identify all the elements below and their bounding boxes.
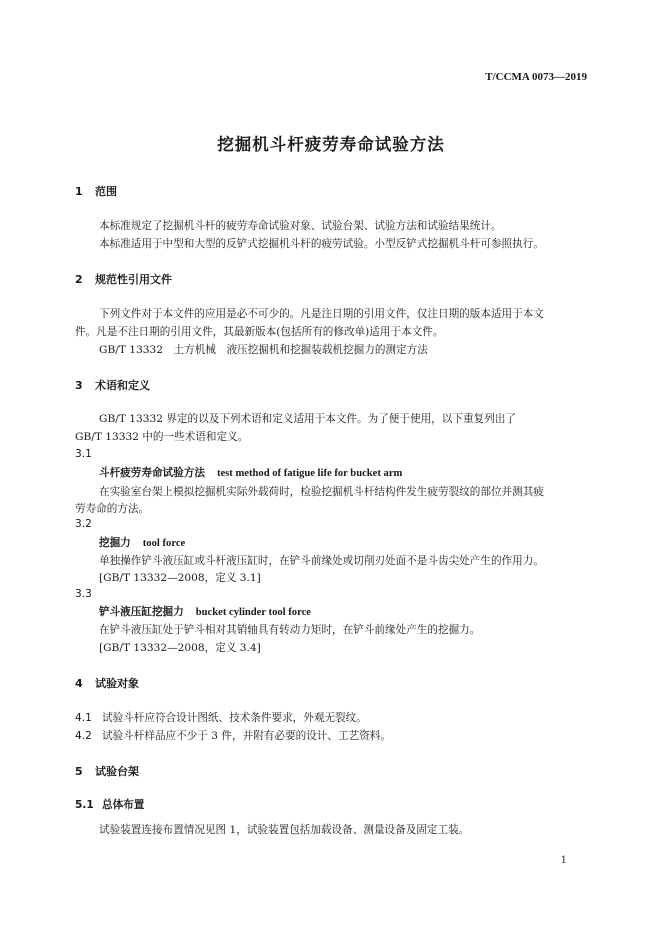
term-definition: 在实验室台架上模拟挖掘机实际外载荷时，检验挖掘机斗杆结构件发生疲劳裂纹的部位并测其疲 [99,486,544,498]
term-number: 3.1 [75,448,92,460]
section-title: 范围 [95,185,117,198]
clause-item [75,728,391,743]
section-3-heading [75,377,150,393]
page-number: 1 [560,855,567,866]
subsection-number: 5.1 [75,799,94,811]
section-number: 2 [75,273,83,286]
section-number: 1 [75,185,83,198]
subsection-title: 总体布置 [102,799,145,811]
term-en: tool force [142,538,186,549]
section-title: 规范性引用文件 [95,273,172,286]
paragraph-continuation: GB/T 13332 中的一些术语和定义。 [75,431,249,443]
paragraph: 试验装置连接布置情况见图 1，试验装置包括加载设备、测量设备及固定工装。 [99,824,470,836]
term-definition-continuation: 劳寿命的方法。 [75,503,150,515]
term-number: 3.3 [75,588,92,600]
section-number: 3 [75,379,83,392]
section-5-heading [75,763,139,779]
paragraph: 本标准规定了挖掘机斗杆的疲劳寿命试验对象、试验台架、试验方法和试验结果统计。 [99,220,502,232]
term-heading [99,465,402,480]
term-source: [GB/T 13332—2008，定义 3.4] [99,642,261,654]
term-definition: 在铲斗液压缸处于铲斗相对其销轴具有转动力矩时，在铲斗前缘处产生的挖掘力。 [99,624,481,636]
clause-number: 4.1 [75,712,92,724]
term-source: [GB/T 13332—2008，定义 3.1] [99,572,261,584]
term-zh: 挖掘力 [99,537,131,549]
clause-text: 试验斗杆应符合设计图纸、技术条件要求，外观无裂纹。 [102,712,367,724]
normative-reference: GB/T 13332 土方机械 液压挖掘机和挖掘装载机挖掘力的测定方法 [99,344,428,356]
term-definition: 单独操作铲斗液压缸或斗杆液压缸时，在铲斗前缘处或切削刃处面不是斗齿尖处产生的作用力。 [99,555,544,567]
section-2-heading [75,271,172,287]
term-zh: 斗杆疲劳寿命试验方法 [99,467,205,479]
term-en: test method of fatigue life for bucket arm [216,468,403,479]
section-number: 5 [75,765,83,778]
term-zh: 铲斗液压缸挖掘力 [99,606,184,618]
section-number: 4 [75,677,83,690]
standard-code: T/CCMA 0073—2019 [485,71,587,83]
clause-number: 4.2 [75,730,92,742]
term-heading [99,604,311,619]
term-en: bucket cylinder tool force [195,607,311,618]
paragraph: 本标准适用于中型和大型的反铲式挖掘机斗杆的疲劳试验。小型反铲式挖掘机斗杆可参照执行。 [99,238,544,250]
clause-text: 试验斗杆样品应不少于 3 件，并附有必要的设计、工艺资料。 [102,730,391,742]
document-title: 挖掘机斗杆疲劳寿命试验方法 [217,135,445,154]
clause-item [75,710,367,725]
subsection-5-1-heading [75,797,144,812]
section-title: 试验台架 [95,765,139,778]
section-1-heading [75,183,117,199]
section-title: 试验对象 [95,677,139,690]
term-heading [99,535,185,550]
term-number: 3.2 [75,518,92,530]
section-4-heading [75,675,139,691]
paragraph-continuation: 件。凡是不注日期的引用文件，其最新版本(包括所有的修改单)适用于本文件。 [75,326,444,338]
section-title: 术语和定义 [95,379,150,392]
paragraph: 下列文件对于本文件的应用是必不可少的。凡是注日期的引用文件，仅注日期的版本适用于本文 [99,308,544,320]
paragraph: GB/T 13332 界定的以及下列术语和定义适用于本文件。为了便于使用，以下重复列出了 [99,413,516,425]
